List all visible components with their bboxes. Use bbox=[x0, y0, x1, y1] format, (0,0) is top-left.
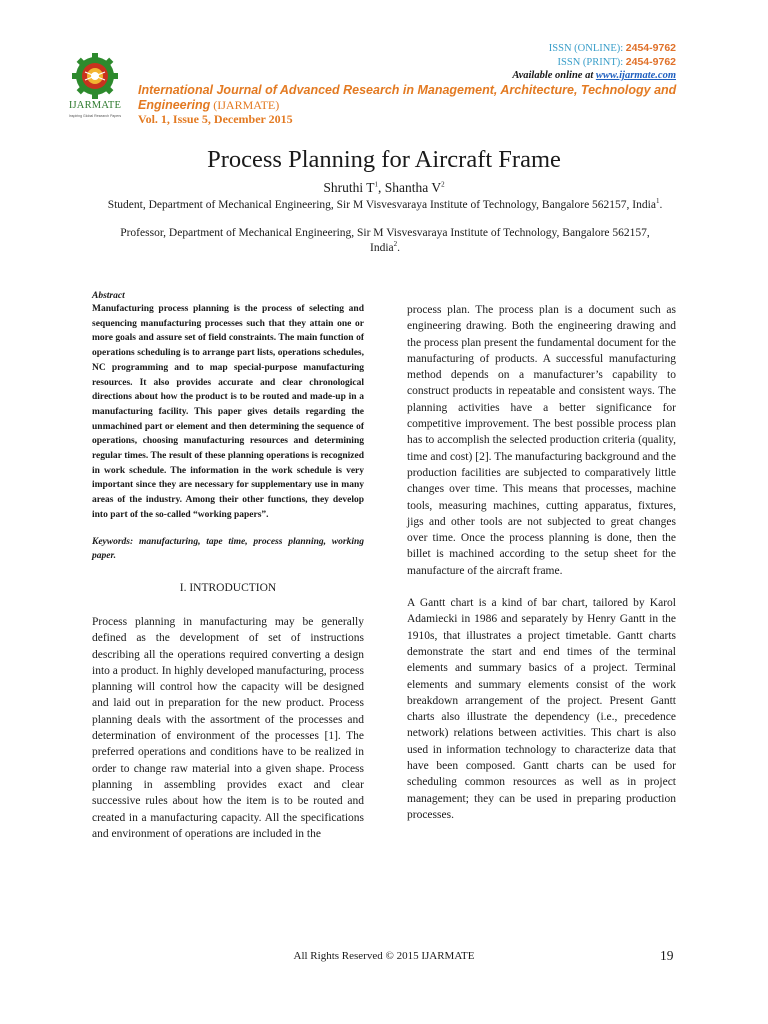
issn-print-label: ISSN (PRINT): bbox=[557, 57, 626, 68]
author-2-sup: 2 bbox=[441, 180, 445, 189]
keywords: Keywords: manufacturing, tape time, process planning, working paper. bbox=[92, 536, 364, 562]
author-2: Shantha V bbox=[384, 180, 442, 195]
footer-copyright: All Rights Reserved © 2015 IJARMATE bbox=[293, 950, 475, 962]
body-paragraph-gantt: A Gantt chart is a kind of bar chart, tailored by Karol Adamiecki in 1986 and separately by Henry Gantt in the 1910s, that illustrates a project timetable. Gantt charts demonstrate the start and end times of the terminal elements and summary basics of a project. Terminal elements and summary elements consist of the work breakdown arrangement of the project. Present Gantt charts also illustrate the dependency (i.e., precedence network) relations between activities. This chart is also used in information technology to characterize data that have been composed. Gantt charts can be used for scheduling common resources as well as in project management; they can be used in preparing production processes. bbox=[407, 597, 676, 821]
logo-tagline: Inspiring Global Research Papers bbox=[68, 114, 122, 118]
author-separator: , bbox=[378, 180, 385, 195]
affiliation-1: Student, Department of Mechanical Engineering, Sir M Visvesvaraya Institute of Technology, Bangalore 562157, India$^1$. bbox=[107, 197, 663, 211]
availability-line bbox=[512, 70, 676, 81]
affiliation-2-sup: 2 bbox=[393, 239, 398, 248]
affiliation-2: Professor, Department of Mechanical Engineering, Sir M Visvesvaraya Institute of Technology, Bangalore 562157, India$^2$. bbox=[120, 227, 650, 254]
volume-issue: Vol. 1, Issue 5, December 2015 bbox=[138, 112, 293, 126]
left-column bbox=[92, 290, 364, 842]
author-1: Shruthi T bbox=[323, 180, 375, 195]
author-1-sup: 1 bbox=[374, 180, 378, 189]
section-heading-introduction: I. INTRODUCTION bbox=[179, 581, 277, 594]
affiliation-1-text: Student, Department of Mechanical Engineering, Sir M Visvesvaraya Institute of Technology, Bangalore 562157, India bbox=[107, 199, 656, 211]
paper-title: Process Planning for Aircraft Frame bbox=[207, 146, 561, 173]
available-label: Available online at bbox=[512, 70, 596, 81]
right-column bbox=[407, 302, 676, 823]
page-number: 19 bbox=[660, 948, 674, 963]
logo-wordmark: IJARMATE bbox=[68, 100, 122, 111]
affiliation-2-text: Professor, Department of Mechanical Engineering, Sir M Visvesvaraya Institute of Technology, Bangalore 562157, India bbox=[120, 227, 650, 254]
issn-print-number: 2454-9762 bbox=[625, 56, 676, 68]
abstract-text: Manufacturing process planning is the process of selecting and sequencing manufacturing processes such that they attain one or more goals and assure set of field constraints. The main function of operations scheduling is to arrange part lists, operations schedules, NC programming and to map special-purpose manufacturing resources. It also provides accurate and clear chronological directions about how the product is to be routed and made-up in a manufacturing facility. This paper gives details regarding the unmachined part or element and then determining the sequence of operations, choosing manufacturing resources and determining regular times. The result of these planning operations is recognized in work schedule. The information in the work schedule is very important since they are necessary for supplementary use in many areas of the industry. Among their other functions, they develop into part of the so-called “working papers”. bbox=[92, 304, 364, 520]
affiliation-1-sup: 1 bbox=[655, 197, 660, 206]
issn-online bbox=[549, 42, 676, 55]
introduction-paragraph: Process planning in manufacturing may be generally defined as the development of set of instructions describing all the operations required converting a design into a product. In highly developed manufacturing, process planning will control how the capacity will be designed and laid out in preparation for the new product. Process planning deals with the assortment of the processes and determination of environment of the processes [1]. The preferred operations and conditions have to be realized in order to change raw material into a given shape. Process planning in assembling provides exact and clear successive rules about how the item is to be routed and created in a manufacturing capacity. All the specifications and environment of operations are included in the bbox=[92, 615, 364, 840]
website-link[interactable]: www.ijarmate.com bbox=[595, 70, 676, 81]
issn-online-label: ISSN (ONLINE): bbox=[548, 43, 626, 54]
journal-abbreviation: (IJARMATE) bbox=[210, 98, 280, 112]
author-line bbox=[0, 180, 768, 196]
abstract-heading: Abstract bbox=[92, 291, 125, 301]
body-paragraph-1: process plan. The process plan is a document such as engineering drawing. Both the engineering drawing and the process plan present the fundamental document for the manufacturing of products. A successful manufacturing method depends on a manufacturer’s capability to construct products in repeatable and consistent ways. The planning activities have a better significance for competitive improvement. The best possible process plan has to accomplish the selected production criteria (quality, time and cost) [2]. The manufacturing background and the production facilities are subjected to comparatively little changes over time. This means that processes, machine tools, measuring machines, cutting apparatus, fixtures, jigs and other tools are not subjected to great changes over time. Once the process planning is done, then the billet is machined according to the setup sheet for the manufacture of the aircraft frame. bbox=[407, 304, 676, 577]
journal-title bbox=[138, 83, 678, 113]
journal-name: International Journal of Advanced Research in Management, Architecture, Technology and Engineering bbox=[138, 83, 677, 112]
issn-online-number: 2454-9762 bbox=[625, 42, 676, 54]
issn-print bbox=[558, 56, 676, 69]
